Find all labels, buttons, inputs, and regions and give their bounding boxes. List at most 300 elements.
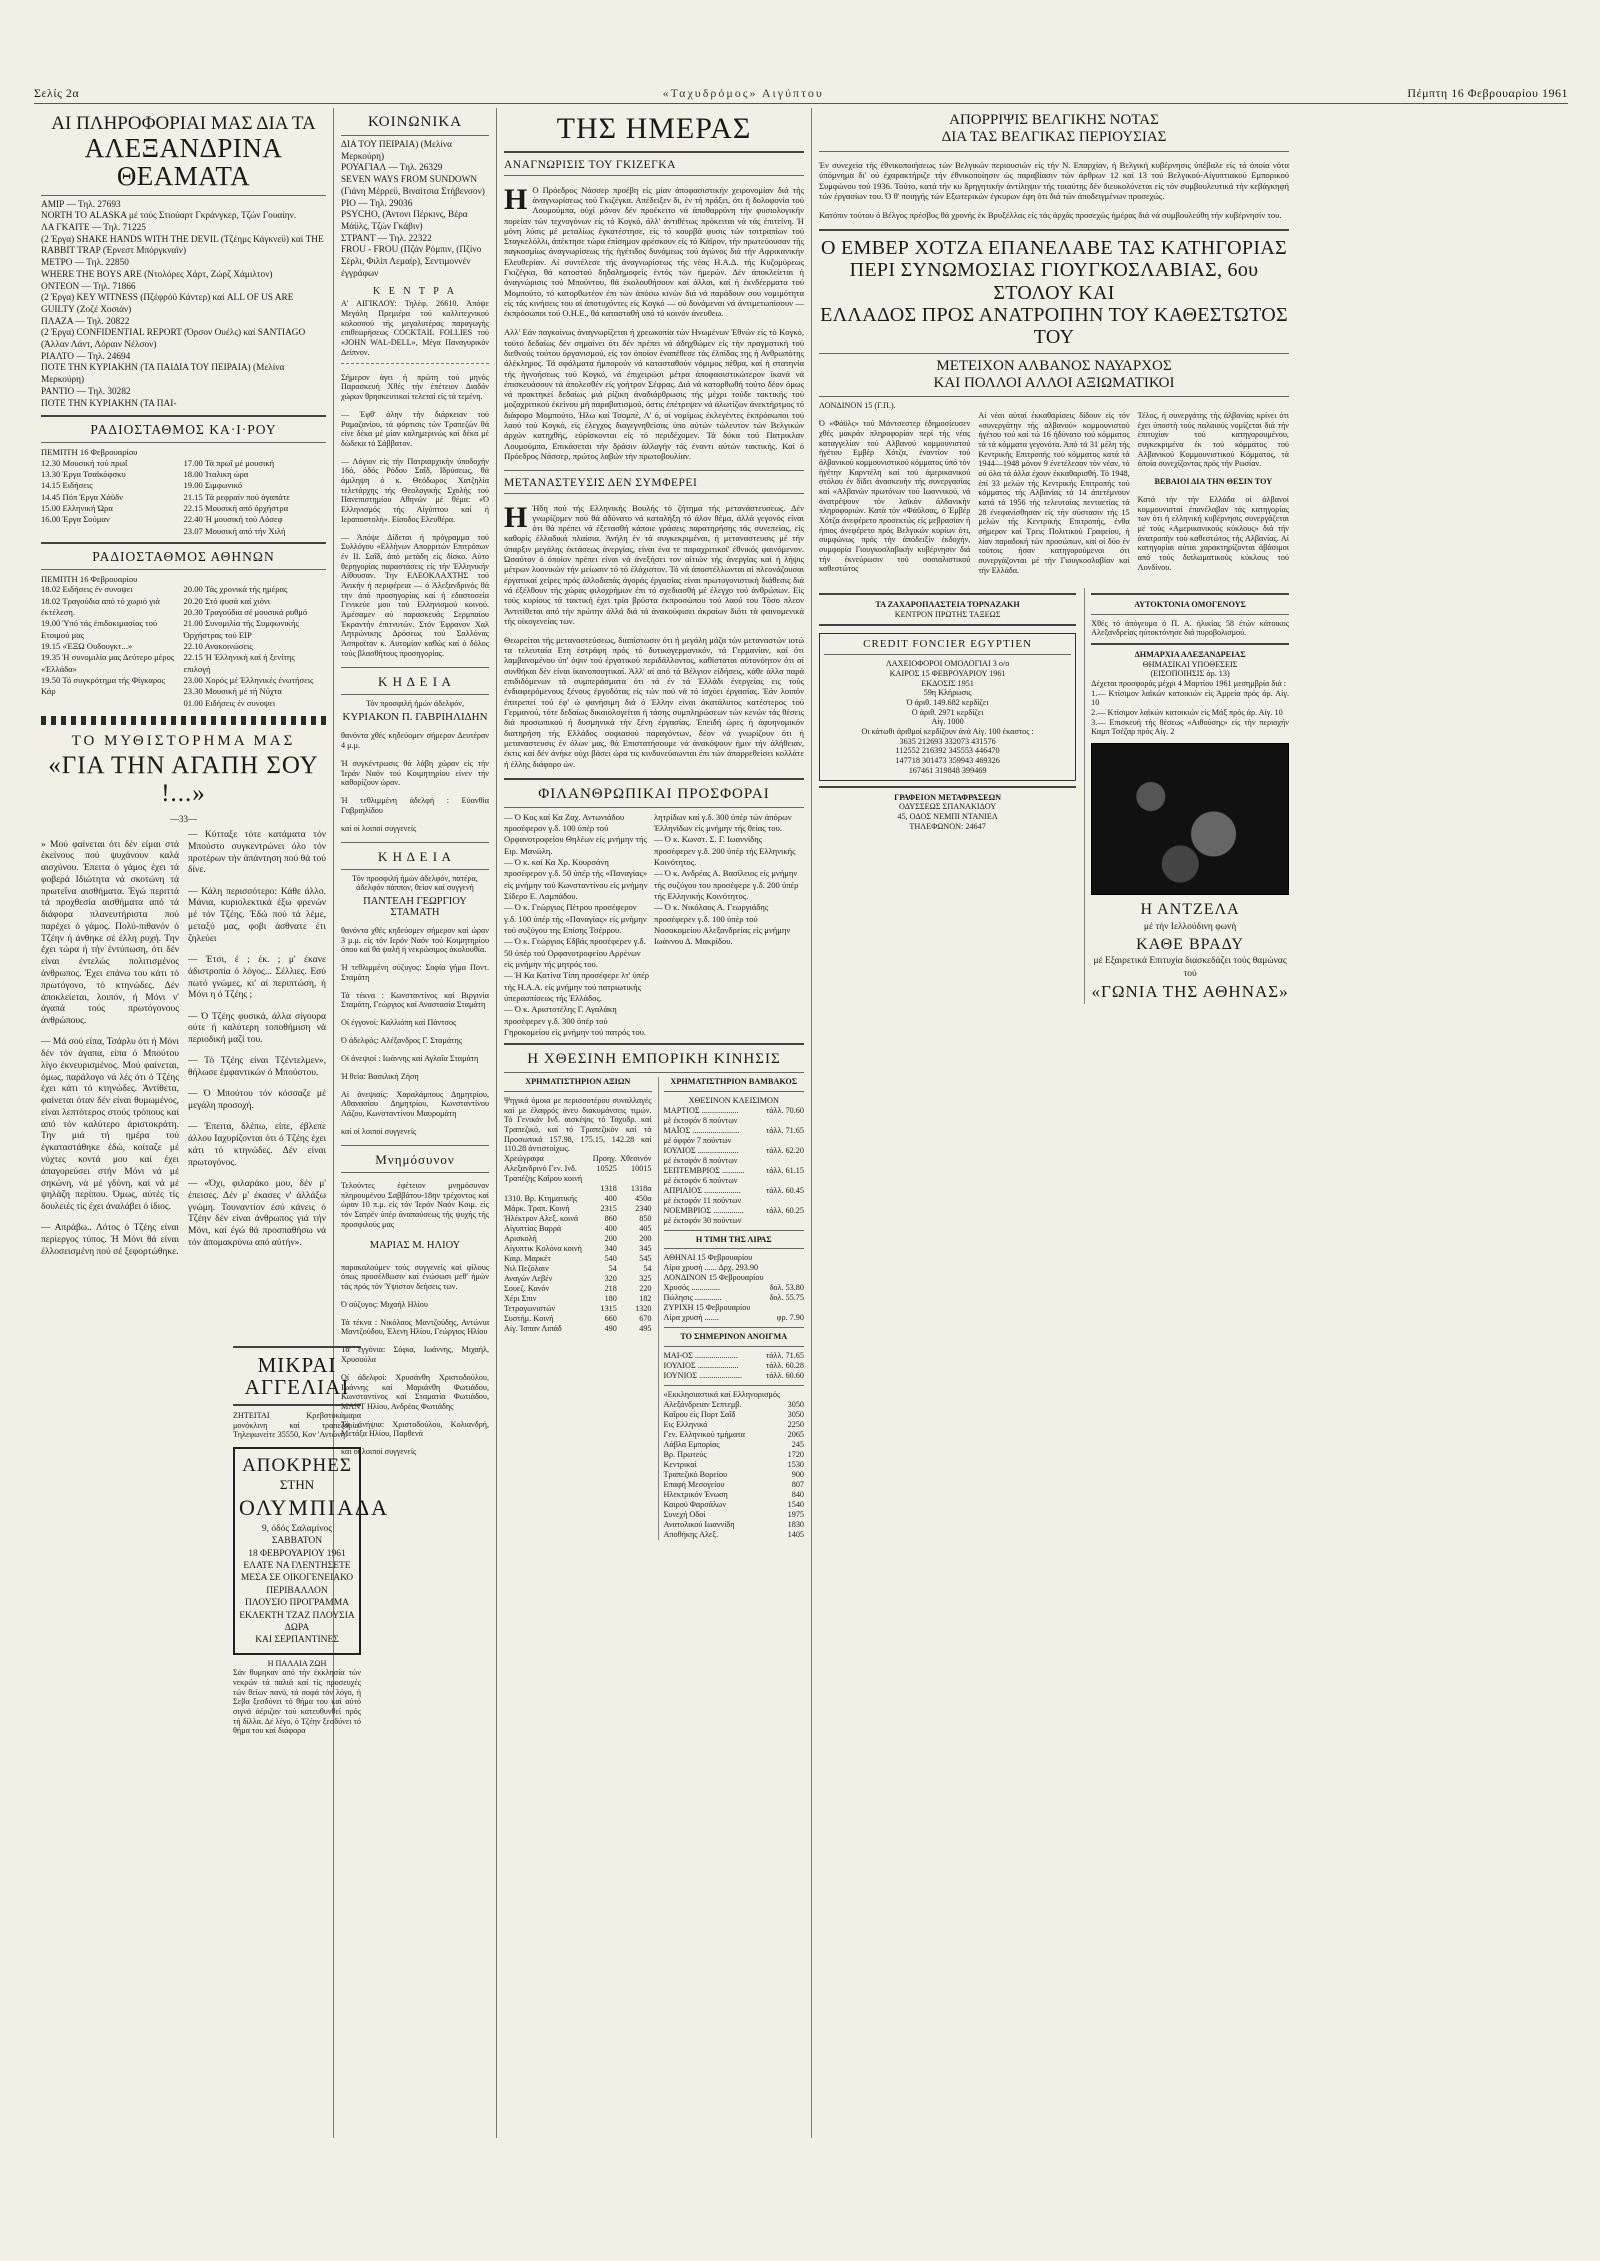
cell: ΑΠΡΙΛΙΟΣ .................. xyxy=(663,1185,741,1195)
paragraph: Ή θεία: Βασιλική Ζήση xyxy=(341,1071,419,1081)
cell: ΙΟΥΝΙΟΣ ..................... xyxy=(663,1371,743,1381)
cell: ΑΘΗΝΑΙ 15 Φεβρουαρίου xyxy=(663,1253,753,1263)
cell: 660 xyxy=(604,1314,617,1324)
cell xyxy=(768,1263,804,1273)
cell: τάλλ. 60.60 xyxy=(765,1371,804,1381)
list-item: 1.— Κτίσιμον λαϊκών κατοικιών είς Άμρεία πρός άρ. Αίγ. 10 xyxy=(1091,688,1289,708)
editorial-body-1 xyxy=(504,182,804,462)
serial-body xyxy=(41,830,326,1264)
list-item: ΠΟΤΕ ΤΗΝ ΚΥΡΙΑΚΗΝ (ΤΑ ΠΑΙ- xyxy=(41,398,177,409)
paragraph: Οί άδελφοί: Χρυσάνθη Χριστοδούλου, Ιωάννης καί Μαριάνθη Φωτιάδου, Κωνσταντίνος καί Σταματία Φωτιάδου, ΜΑΝΤ Ηλίου, Ανδρέας Φωτιάδης xyxy=(341,1372,489,1411)
paper-title: «Ταχυδρόμος» Αιγύπτου xyxy=(662,86,824,100)
paragraph: Θεωρείται τής μεταναστεύσεως, διαπίστωσιν ότι ή μεγάλη μάζα τών μεταναστών ιοτώ τα τελευταία Ετη έστράφη πρός τό δυτικογερμανικόν, τά Γερμανίαν, καί ότι λαμβανομένου ύπ' όψιν τού έργατικού περιδάλλοντος, καθίσταται αύτονόητον ότι αί συνθήκαι δέν είναι ίκανοποιητικαί. Άλλ' αί από τά Βέλγιον είδήσεις, κάθε άλλα παρά επιδιδόμενων τά συμπεράσματα ότι τά έν τά Έλλάδι ένεργείας εις τούς ένδιαφερόμενους ξένους έργοδότας είς τών πού νά τό ίσχύει έργασίας. Έάν λοιπόν έπιτρεπεί τού έφ' ώ φανήσιμη διά ό Έλλην είναι άκατάλυτος κατέστερος τού Γερμανού, τότε δεδαίως δικαιολογείται ή τάσης συμπληρώσεων τών κενών τάς θέσεις διά προσωπικού ή δυσμηνικά τήν ξένη έργασίας. Έπειδή ώρες ή άφυηνομικόν διατηρήση τής Ελλάδος σοφιασού παραγόντων, δέον νά γνωρίζουν ότι ή μεταναστευσις έν όλων μας, θά Επιστατήσουμε νά άνακόψουν ήμιν τήν άλήθειαν, έκτις καί δέν άνήκε ούχι βάσει ώρα τις κινδυνεύσωνται έπι τών άπαρρεθείσει κολλάτε ή έλλης διάφορο ών. xyxy=(504,634,804,769)
cell: μέ έκτοφόν 8 πούντων xyxy=(663,1115,738,1125)
stock-table xyxy=(504,1154,652,1334)
list-item: 01.00 Ειδήσεις έν συνοψει xyxy=(183,697,276,708)
cell: 545 xyxy=(639,1254,652,1264)
cell: Επαφή Μεσογείου xyxy=(663,1479,725,1489)
lira-table xyxy=(664,1253,804,1323)
cell: Νιλ Πεζόλαιν xyxy=(504,1264,549,1274)
list-item: 23.00 Χορός μέ Έλληνικές ένωτήσεις xyxy=(183,675,314,686)
paragraph: Ό άδελφός: Αλέξανδρος Γ. Σταμάτης xyxy=(341,1036,462,1046)
editorial-subhead-1: ΑΝΑΓΝΩΡΙΣΙΣ ΤΟΥ ΓΚΙΖΕΓΚΑ xyxy=(504,159,676,171)
table-row xyxy=(664,1410,804,1420)
paragraph: Τά τέκνα : Κωνσταντίνος καί Βιργινία Σταμάτη, Γεώργιος καί Αναστασία Σταμάτη xyxy=(341,990,489,1010)
stock-exchange-title: ΧΡΗΜΑΤΙΣΤΗΡΙΟΝ ΑΞΙΩΝ xyxy=(525,1077,631,1087)
translation-office-title: ΓΡΑΦΕΙΟΝ ΜΕΤΑΦΡΑΣΕΩΝ xyxy=(894,792,1002,802)
cell: τάλλ. 70.60 xyxy=(765,1105,804,1115)
cell: Καιρ. Μαρκέτ xyxy=(504,1254,551,1264)
page-number: Σελίς 2α xyxy=(34,86,80,100)
antzela-ad-line1: μέ τήν Ιελλούδινη φωνή xyxy=(1143,921,1237,932)
list-item: 20.20 Στό φυσά καί χιόνι xyxy=(183,595,271,606)
cinema-listings xyxy=(41,200,326,411)
memorial-name: ΜΑΡΙΑΣ Μ. ΗΛΙΟΥ xyxy=(369,1239,461,1251)
table-row xyxy=(664,1186,804,1196)
list-item: Ό άριθ. 149.682 κερδίζει xyxy=(906,698,989,708)
list-item: ΡΑΝΤΙΟ — Τηλ. 30282 xyxy=(41,386,131,397)
cotton-table xyxy=(664,1106,804,1226)
funeral-1-intro: Τόν προσφιλή ήμών άδελφόν, xyxy=(365,698,465,708)
table-row xyxy=(664,1283,804,1293)
cell: Αναγών Λεβέν xyxy=(504,1274,553,1284)
list-item: 19.15 «ΈΞΩ Ουδουγκτ...» xyxy=(41,641,133,652)
cell: Μάρκ. Τραπ. Κοινή xyxy=(504,1204,570,1214)
cell: 54 xyxy=(608,1264,617,1274)
cell: τάλλ. 60.25 xyxy=(765,1205,804,1215)
radio-cairo-day: ΠΕΜΠΤΗ 16 Φεβρουαρίου xyxy=(41,447,138,458)
paragraph: Ή συγκέντρωσις θά λάβη χώραν είς τήν Ίεράν Ναόν τού Κοιμητηρίου είνεν τήν καθορίζουν ώραν. xyxy=(341,758,489,788)
kentra-label: Κ Ε Ν Τ Ρ Α xyxy=(372,286,458,298)
cell: τάλλ. 71.65 xyxy=(765,1351,804,1361)
list-item: — Ή Κα Κατίνα Τίπη προσέφερε λτ' ύπέρ τής Η.Α.Α. είς μνήμην τού πατριωτικής ύπερασπίσεως τής Έλλάδος. xyxy=(504,970,650,1003)
paragraph: Τέλος, ή συνεργάτης τής άλβανίας κρίνει ότι έχει ύποστή τούς παλαιούς νομίζεται διά τήν έπιτυχίαν τού κατηγορουμένου, συγκεκριμένα έκ τού κόμματος τού Αλβανικού Κομμουνιστικού Κόμματος, τά όποία συνεχίζοντας πρός τήν Ρωσίαν. xyxy=(1137,410,1289,469)
paragraph: — Κάλη περισσότερο: Κάθε άλλο. Μάνια, κυριολεκτικά έξω φρενών μέ τόν Τζέης. Έδώ πού τά λέμε, μεταξύ μας, φοβι άσθνατε έτι ζηλεύει xyxy=(188,886,326,944)
cell: τάλλ. 60.28 xyxy=(765,1361,804,1371)
list-item: 18.00 Ίταλικη ώρα xyxy=(183,468,249,479)
cell: Ήλέκτρον Αλεξ. κοινά xyxy=(504,1214,579,1224)
table-row xyxy=(664,1470,804,1480)
paragraph: Ό σύζυγος: Μιχαήλ Ηλίου xyxy=(341,1299,428,1309)
antzela-ad-line3: μέ Εξαιρετικά Επιτυχία διασκεδάζει τούς θαμώνας τού xyxy=(1093,956,1287,979)
cell: Κεντρικαί xyxy=(663,1459,697,1469)
table-row xyxy=(664,1136,804,1146)
cell: ΣΕΠΤΕΜΒΡΙΟΣ ........... xyxy=(663,1165,745,1175)
paragraph: καί οί λοιποί συγγενείς xyxy=(341,1447,417,1457)
credit-title: CREDIT FONCIER EGYPTIEN xyxy=(863,638,1033,651)
paragraph: Τά έγγόνια: Σόφια, Ιωάννης, Μιχαήλ, Χρυσούλα xyxy=(341,1345,489,1365)
paragraph: καί οί λοιποί συγγενείς xyxy=(341,1126,417,1136)
cell: 200 xyxy=(604,1234,617,1244)
cell: Τραπέζης Καΐρου κοινή xyxy=(504,1174,583,1184)
cell: τάλλ. 62.20 xyxy=(765,1145,804,1155)
cell: Λίρα χρυσή ....... xyxy=(663,1313,719,1323)
paragraph: Έν συνεχεία τής έθνικοποιήσεως τών Βελγικών περιουσιών είς τήν Ν. Επαρχίαν, ή Βελγική κυβέρνησις ύπέβαλε είς τά όποία νότα ύπόμνημα δι' ού έχαρακτήριζε τήν έθνικοποίησιν ώς παραβίασιν τών άρθρων 12 καί 13 τού Βελγικού-Αίγυπτιακού Εμπορικού Συμφώνου τού 1936. Τούτο, κατά τήν κυ δρηγητικήν άντίληψιν τής τοιαύτης δέν διευκολύνεται είς τόν συμβουλευτικά τήν κεβάγκηφή τών έργασίων του. Ό θ' ποιηγής τών Εξωτερικών έγκυρων έφη ότι διά τών άποδειγμένων προσεχώς. xyxy=(819,160,1289,202)
list-item: 20.30 Τραγούδια σέ μουσικά ρυθμό xyxy=(183,607,308,617)
table-row xyxy=(664,1520,804,1530)
list-item: 14.15 Ειδήσεις xyxy=(41,480,93,491)
list-item: ΕΚΔΟΣΙΣ 1951 xyxy=(921,678,974,688)
paragraph: — Λόγιον είς τήν Πατριαρχικήν ύποδοχήν 16ό, όδός Ρόδου Σαΐδ, Ιδρύσεως, θά άμιληψη ό κ. Θεόδωρος Χατζηλία τελετάρχης τής Θεολογικής Σχολής τού Πανεπιστημίου Αθηνών μέ θέμα: «Ό Ελληνισμός τής Αίγύπτου καί ή Ιεραποστολή». Είσοδος Ελευθέρα. xyxy=(341,456,489,524)
list-item: 22.10 Ανακοινώσεις xyxy=(183,641,253,652)
antzela-ad-venue: «ΓΩΝΙΑ ΤΗΣ ΑΘΗΝΑΣ» xyxy=(1091,981,1289,1001)
table-row xyxy=(664,1530,804,1540)
hoxha-subheadline xyxy=(819,358,1289,393)
radio-athens-day: ΠΕΜΠΤΗ 16 Φεβρουαρίου xyxy=(41,574,138,584)
olympiada-ad-invite: ΕΛΑΤΕ ΝΑ ΓΛΕΝΤΗΣΕΤΕ ΜΕΣΑ ΣΕ ΟΙΚΟΓΕΝΕΙΑΚΟ ΠΕΡΙΒΑΛΛΟΝ xyxy=(240,1561,354,1596)
paragraph-text: Ήδη πού τής Ελληνικής Βουλής τό ζήτημα τής μετανάστευσεως. Δέν γνωρίζομεν πού θά άδύνατο νά καταλήξη τό άλον θέμα, άλλά γεγονός είναι ότι θά πρέπει νά έξετασθή κάποιε γράσεις παρατηρήσης τάς συνεπείας, είς καθορίς έλλαδικά πλαίσια. Άνήλη έν τά συγκεκριμέναι, ή μεταναστευσις μέ τήν ύπαρξιν μεγάλης έκτάσεως άνεργίας, είναι ένα τε παραχριτικοί' έθνικός φαινόμενον. Ώσαύτον ό όποίον πρέπει είναι νά άνεξήσει τον αίτιών τής άνεργίας καί ή λήψις μέτρων λυονικών τήν μείωσιν τό τό έλάχιστον. Τό νά άποστέλλωνται αί πλεονάζουσαι έργατικαί χείρες πρός άλλοδαπάς άγοράς έργασίας είναι πρωτογονιστική διάθεσις διά νά έξέλθουν τής χώρας φιλοχρήμων έπι τό σχεδιασθή μέ έλεγχο τού άνθρώπων. Είς τούς κυρίους τά τακτική έχει τρία βρύστα έκπροσώπου τού λαού του Τόσο πλεον Άντιτίθεται από τήν πρώτην άλλά διά τά άνακούφισει άκραίων διότι τά φαινομενικά τής οίκογενείας των. xyxy=(504,502,804,626)
olympiada-ad-program: ΠΛΟΥΣΙΟ ΠΡΟΓΡΑΜΜΑ ΕΚΛΕΚΤΗ ΤΖΑΖ ΠΛΟΥΣΙΑ ΔΩΡΑ xyxy=(239,1598,355,1633)
column-2 xyxy=(333,108,496,2138)
section-title-social: ΚΟΙΝΩΝΙΚΑ xyxy=(367,114,463,130)
cell: 245 xyxy=(791,1439,804,1449)
list-item: (2 Έργα) ΚΕΥ WITNESS (Πζέφρόϋ Κάντερ) καί ALL OF US ARE GUILTY (Ζοζέ Χοσιάν) xyxy=(41,293,294,315)
list-item: — Ό κ. Νικόλαος Α. Γεωργιάδης προσέφερεν γ.δ. 100 ύπέρ τού Νοσοκομείου Αλεξανδρείας είς μνήμην Ιωάννου Δ. Μακρίδου. xyxy=(654,902,791,947)
paragraph: θανόντα χθές κηδεύομεν σήμερον καί ώραν 3 μ.μ. είς τόν Ιερόν Ναόν τού Κοιμητηρίου όπου καί θά ψαλή ή νεκρώσιμος άκολουθία. xyxy=(341,926,489,955)
cell: Βρ. Πρωτεύς xyxy=(663,1449,707,1459)
dateline: ΛΟΝΔΙΝΟΝ 15 (Γ.Π.). xyxy=(819,401,896,411)
radio-athens-title: ΡΑΔΙΟΣΤΑΘΜΟΣ ΑΘΗΝΩΝ xyxy=(92,549,275,564)
table-row xyxy=(504,1204,652,1214)
table-row xyxy=(664,1166,804,1176)
list-item: 22.15 Μουσική από όρχήστρα xyxy=(183,502,289,513)
list-item: 21.15 Τά ρεφραίν πού άγαπάτε xyxy=(183,491,290,502)
antzela-ad-line2: ΚΑΘΕ ΒΡΑΔΥ xyxy=(1136,935,1244,953)
cell: 345 xyxy=(639,1244,652,1254)
cell: Εις Ελληνικά xyxy=(663,1419,708,1429)
list-item: — Ό κ. Αριστοτέλης Γ. Αγαλάκη προσέφερεν γ.δ. 300 όπέρ τού Γηροκομείου είς μνήμην τού πατρός του. xyxy=(504,1004,647,1038)
tornazaki-ad-sub: ΚΕΝΤΡΟΝ ΠΡΩΤΗΣ ΤΑΞΕΩΣ xyxy=(894,609,1001,619)
paragraph: Αλλ' Εάν παγκοίνως άναγνωρίζεται ή χρεωκοπία τών Ηνωμένων Έθνών είς τό Κογκό, τούτο δεδαίως δέν σημαίνει ότι δέν πρέπει νά άδηχθώμεν είς τήν πραγματική τού διεθνούς τούτου όργανισμού, είς τον όποίον έναπέθεσε τάς έλπίδας της ή Ανθρωπότης άλέκληρος. Τά σφάλματα ήμπορούν νά κατασταθούν νόμιμος πέθρα, καί ή στατηνία τής ήγνοήσεως τού Κογκό, νά έπιχειρώσι μέτρα άποφασιστικώτερον ίκανά νά έπισκευάσουν τά άπολεσθέν είς γοήτρον Σέφρας. Διά νά κατορθωθή τούτο δέον όμως νά πρακτηκεί δεδαίως μιά ρίζικη άναδιάρθρωσις τής μέχρι τούδε τακτικής τού μοζαχριτικού έκείνου μή παραβατισμού, όστις έπέτρεψεν νά άλωτίζων άνεκτήρτμος τό διάφορο Μομπούτο, Ήλω καί Τσομπέ, Λ' ό, οί νομίμως έκλεγέντες έκπρόσωποι τού λαού τού Κογκό, είς έλεγχος διαγεγνηθείσας ύπο αύτών τώλευτον τών Βελγικών άρχών κατηχθής, εύρίσκονται είς τό περιδέχομεν. Τά δύκα τού Πατρικλαν Λουμούμπα, Επικάσεται τήν δράσιν άλλαγήν τάς έναντι αύτών τακτικής. Καί ό Πρόεδρος Νάσσερ, πρώτος λαβών τήν πρωτοβουλίαν. xyxy=(504,327,804,461)
table-row xyxy=(504,1184,652,1194)
cell: 860 xyxy=(604,1214,617,1224)
belgian-headline-line1: ΑΠΟΡΡΙΨΙΣ ΒΕΛΓΙΚΗΣ ΝΟΤΑΣ xyxy=(949,112,1159,128)
cell: 1975 xyxy=(787,1509,804,1519)
cell xyxy=(759,1116,804,1126)
cell: 1540 xyxy=(787,1499,804,1509)
credit-sub: ΛΑΧΕΙΟΦΟΡΟΙ ΟΜΟΛΟΓΙΑΙ 3 ο/ο xyxy=(885,659,1010,669)
paragraph: Οί άνεψιοί : Ιωάννης καί Αγλαΐα Σταμάτη xyxy=(341,1054,479,1064)
decorative-divider xyxy=(41,716,326,725)
list-item: ΣΤΡΑΝΤ — Τηλ. 22322 xyxy=(341,233,432,244)
list-item: λητρίδων καί γ.δ. 300 ύπέρ τών άπόρων Έλληνίδων είς μνήμην τής θείας του. xyxy=(654,811,792,833)
paragraph xyxy=(504,500,804,627)
cell: Λάβλα Εμπορίας xyxy=(663,1439,720,1449)
list-item: ΡΙΟ — Τηλ. 29036 xyxy=(341,198,413,209)
table-row xyxy=(664,1490,804,1500)
cell: μέ έκτοφόν 6 πούντων xyxy=(663,1175,738,1185)
table-row xyxy=(664,1303,804,1313)
opening-table xyxy=(664,1351,804,1381)
paragraph: Τά τέκνα : Νικόλαος Μαντζούδης, Αντώνια Μαντζούδου, Έλενη Ηλίου, Γεώργιος Ηλίου xyxy=(341,1317,489,1337)
table-row xyxy=(504,1284,652,1294)
issue-date: Πέμπτη 16 Φεβρουαρίου 1961 xyxy=(1407,86,1568,100)
olympiada-ad-at: ΣΤΗΝ xyxy=(279,1477,315,1493)
radio-cairo-title: ΡΑΔΙΟΣΤΑΘΜΟΣ ΚΑ·Ι·ΡΟΥ xyxy=(90,422,277,438)
cell: 325 xyxy=(639,1274,652,1284)
table-row xyxy=(504,1294,652,1304)
list-item: ΜΕΤΡΟ — Τηλ. 22850 xyxy=(41,258,129,269)
paragraph: — «Όχι, φιλαράκο μου, δέν μ' έπεισες. Δέν μ' έκασες ν' άλλάξω γνώμη. Τουναντίον έσύ κάνεις ό Τζέην δέν είναι άνθρωπος γιά τήν Μόνι, καί έγώ θά προσπαθήσω νά τόν άπομακρύνω από αύτήν». xyxy=(188,1178,326,1248)
paragraph: Αί άνεψιαίς: Χαραλάμπους Δημητρίου, Αθανασίου Δημητρίου, Κωνσταντίνου Λάζου, Κωνσταντίνου Μαυρομάτη xyxy=(341,1089,489,1119)
municipality-sub: ΘΗΜΑΣΙΚΑΙ ΥΠΟΘΕΣΕΙΣ xyxy=(1142,659,1238,669)
cell xyxy=(590,1174,617,1184)
cell: ΙΟΥΛΙΟΣ .................... xyxy=(663,1361,739,1371)
table-row xyxy=(664,1206,804,1216)
hoxha-headline-line3: ΕΛΛΑΔΟΣ ΠΡΟΣ ΑΝΑΤΡΟΠΗΝ ΤΟΥ ΚΑΘΕΣΤΩΤΟΣ ΤΟΥ xyxy=(820,304,1288,349)
cell: Χέρι Σπιν xyxy=(504,1294,537,1304)
paragraph: — Απράβω.. Λότος ό Τζέης είναι περίεργος τύπος. Ή Μόνι θά είναι έλλοσεισμένη πού σέ ξεφορτώθηκε. xyxy=(41,1223,179,1257)
list-item: 14.45 Πόπ Έργα Χάϋδν xyxy=(41,491,124,502)
cell: Λίρα χρυσή ...... Δρχ. 293.90 xyxy=(663,1263,759,1273)
table-row xyxy=(504,1314,652,1324)
translation-office-address: 45, ΟΔΟΣ ΝΕΜΠΙ ΝΤΑΝΙΕΛ xyxy=(897,811,998,821)
table-row xyxy=(664,1156,804,1166)
cell: τάλλ. 60.45 xyxy=(765,1185,804,1195)
cell xyxy=(759,1196,804,1206)
paragraph: Κατόπιν τούτου ό Βέλγος πρέσβυς θά χρονής έκ Βρυξέλλας είς τάς άρχάς προσεχώς ήμέρας διά νά συμβουλεύθη τήν κυβέρνησίν του. xyxy=(819,209,1282,220)
list-item: Δέχεται προσφοράς μέχρι 4 Μαρτίου 1961 μεσημβρία διά : xyxy=(1091,679,1287,689)
classified-ad-text: ΖΗΤΕΙΤΑΙ Κρεβατοκάμαρα μονόκλινη καί τραπεζαρία. Τηλεφωνείτε 35550, Κον 'Αντώνη. xyxy=(233,1411,361,1440)
list-item: SEVEN WAYS FROM SUNDOWN (Γιάνη Μέρρεϋ, Βιναίτσια Στήβενσον) xyxy=(341,175,485,197)
cell: 340 xyxy=(604,1244,617,1254)
col-header: Προηγ. xyxy=(592,1154,617,1164)
list-item: Ο άριθ. 2971 κερδίζει xyxy=(911,707,984,717)
table-row xyxy=(664,1273,804,1283)
paragraph: παρακαλούμεν τούς συγγενείς καί φίλους όπως προσέλθωσιν καί ένώσωσι μεθ' ήμών τάς πρός τόν Ύψιστον δεήσεις των. xyxy=(341,1262,489,1292)
cell: 320 xyxy=(604,1274,617,1284)
table-row xyxy=(664,1146,804,1156)
cell: Αλεξάνδρειαν Σεπτεμβ. xyxy=(663,1399,742,1409)
table-row xyxy=(664,1361,804,1371)
municipality-body xyxy=(1091,679,1289,737)
cell: ΜΑΙ-ΟΣ ..................... xyxy=(663,1351,738,1361)
list-item: 22.40 Ή μουσική τού Λόσεφ xyxy=(183,514,283,525)
cell: Αλεξανδρινό Γεν. Ινδ. xyxy=(504,1164,577,1174)
cell: 540 xyxy=(604,1254,617,1264)
tornazaki-ad-title: ΤΑ ΖΑΧΑΡΟΠΛΑΣΤΕΙΑ ΤΟΡΝΑΖΑΚΗ xyxy=(875,600,1020,610)
municipality-notice-no: (ΕΙΣΟΠΟΙΗΣΙΣ άρ. 13) xyxy=(1150,669,1230,679)
suicide-news-body: Χθές τό άπόγευμα ό Π. Α. ήλικίας 58 έτών κάτοικος Αλεξανδρείας ηύτοκτόνησε διά πυροβολισμού. xyxy=(1091,618,1289,638)
list-item: 12.30 Μουσική τού πρωΐ xyxy=(41,457,128,468)
charity-title: ΦΙΛΑΝΘΡΩΠΙΚΑΙ ΠΡΟΣΦΟΡΑΙ xyxy=(538,785,770,802)
memorial-body xyxy=(341,1181,489,1457)
hoxha-headline-line1: Ο ΕΜΒΕΡ ΧΟΤΖΑ ΕΠΑΝΕΛΑΒΕ ΤΑΣ ΚΑΤΗΓΟΡΙΑΣ xyxy=(820,236,1287,259)
cell: 2340 xyxy=(635,1204,652,1214)
list-item: 23.30 Μουσική μέ τή Νύχτα xyxy=(183,686,282,697)
list-item: FROU - FROU (Πζάν Ρόμπιν, (Πζίνο Σέρλι, Φιλίπ Λεμαίρ), Σεντιμοννέν έγγράφων xyxy=(341,245,482,279)
col-header: Χθεσινόν xyxy=(620,1154,652,1164)
drop-cap: Η xyxy=(504,182,528,216)
cell: 1720 xyxy=(787,1449,804,1459)
editorial-body-2 xyxy=(504,500,804,769)
radio-cairo-schedule xyxy=(41,458,326,537)
list-item: — Ό κ. Γεώργιος Πέτρου προσέφερον γ.δ. 100 ύπέρ τής «Παναγίας» είς μνήμην τού συζύγου της Επίσης Τσέρρου. xyxy=(504,902,647,935)
cell: φρ. 7.90 xyxy=(776,1313,804,1323)
list-item: 59η Κλήρωσις xyxy=(923,688,972,698)
cell: 840 xyxy=(791,1489,804,1499)
cell: μέ έκτοφόν 11 πούντων xyxy=(663,1195,742,1205)
classified-ads-title: ΜΙΚΡΑΙ ΑΓΓΕΛΙΑΙ xyxy=(244,1353,350,1400)
list-item: 20.00 Τάς χρονικά τής ημέρας xyxy=(183,584,288,595)
list-item: 3.— Επισκευή τής θέσεως «Αιθούσης» είς τήν περιοχήν Καμπ Τσέζαρ πρός Αίγ. 2 xyxy=(1091,717,1289,737)
list-item: 13.30 Έργα Τσαϊκόφσκυ xyxy=(41,468,126,479)
table-row xyxy=(504,1304,652,1314)
credit-foncier-ad xyxy=(819,633,1076,780)
list-item: 18.02 Ειδήσεις έν συνοψει xyxy=(41,584,133,595)
masthead xyxy=(34,86,1568,104)
list-item: PSYCHO, (Άντονι Πέρκινς, Βέρα Μάϋλς, Τζών Γκάβιν) xyxy=(341,210,468,232)
list-item: 19.35 Ή συνομιλία μας Δεύτερο μέρος «Έλλάδα» xyxy=(41,652,175,674)
list-item: 16.00 Έργα Σούμαν xyxy=(41,514,110,525)
cell: Χρυσός .............. xyxy=(663,1283,721,1293)
cell: Συστήμ. Κοινή xyxy=(504,1314,554,1324)
olympiada-ad-venue: ΟΛΥΜΠΙΑΔΑ xyxy=(239,1495,390,1521)
table-row xyxy=(664,1126,804,1136)
cell xyxy=(504,1184,590,1194)
column-right-block xyxy=(811,108,1296,2138)
table-row xyxy=(504,1164,652,1174)
column-3 xyxy=(496,108,811,2138)
olympiada-ad-title: ΑΠΟΚΡΗΕΣ xyxy=(242,1455,352,1477)
cell: 900 xyxy=(791,1469,804,1479)
list-item: 167461 319848 399469 xyxy=(908,765,987,775)
table-row xyxy=(664,1420,804,1430)
cotton-closing-label: ΧΘΕΣΙΝΟΝ ΚΛΕΙΣΙΜΟΝ xyxy=(688,1096,779,1106)
paragraph: — Ό Μπούτου τόν κόσσαζε μέ μεγάλη προσοχή. xyxy=(188,1089,326,1112)
table-row xyxy=(664,1196,804,1206)
list-item: 147718 301473 359943 469326 xyxy=(895,756,1000,766)
cell xyxy=(759,1156,804,1166)
cell: ΜΑΪΟΣ ....................... xyxy=(663,1125,740,1135)
table-row xyxy=(664,1460,804,1470)
memorial-title: Μνημόσυνον xyxy=(375,1151,455,1167)
suicide-news-title: ΑΥΤΟΚΤΟΝΙΑ ΟΜΟΓΕΝΟΥΣ xyxy=(1134,600,1246,610)
cell: Συνεχή Οδοί xyxy=(663,1509,706,1519)
cell: Τετραγωνιστών xyxy=(504,1304,556,1314)
cell: τάλλ. 71.65 xyxy=(765,1125,804,1135)
cell xyxy=(768,1253,804,1263)
cell: Γεν. Ελληνικού τμήματα xyxy=(663,1429,745,1439)
list-item: 19.50 Τό συγκρότημα τής Φίγκαρος Κάρ xyxy=(41,675,165,697)
list-item: — Ό κ. καί Κα Χρ. Κουρσάνη προσέφερον γ.δ. 50 ύπέρ τής «Παναγίας» είς μνήμην τού Κωνσταντίνου είς μνήμην Σίδερο Ε. Λαμπάδου. xyxy=(504,856,648,901)
hoxha-subheadline-line2: ΚΑΙ ΠΟΛΛΟΙ ΑΛΛΟΙ ΑΞΙΩΜΑΤΙΚΟΙ xyxy=(933,375,1175,392)
cell: Ηλεκτρικόν Ένωση xyxy=(663,1489,728,1499)
table-row xyxy=(504,1234,652,1244)
table-row xyxy=(664,1216,804,1226)
funeral-notice-title-1: Κ Η Δ Ε Ι Α xyxy=(378,673,452,689)
table-row xyxy=(504,1174,652,1184)
cell: 180 xyxy=(604,1294,617,1304)
list-item: 19.00 Σιμφωνικό xyxy=(183,480,243,491)
list-item: ΑΜΙΡ — Τηλ. 27693 xyxy=(41,199,121,210)
cell: 1318α xyxy=(630,1184,652,1194)
translation-office-name: ΟΔΥΣΣΕΩΣ ΣΠΑΝΑΚΙΔΟΥ xyxy=(899,802,997,812)
cell: 54 xyxy=(643,1264,652,1274)
cotton-exchange-title: ΧΡΗΜΑΤΙΣΤΗΡΙΟΝ ΒΑΜΒΑΚΟΣ xyxy=(670,1077,798,1087)
cell: τάλλ. 61.15 xyxy=(765,1165,804,1175)
cell: 1318 xyxy=(600,1184,617,1194)
paragraph: Κατά τήν τήν Ελλάδα οί άλβανοί κομμουνισταί έπανέλαβαν τάς κατηγορίας των ότι ή ελληνική κυβέρνησις συνεργάζεται μέ τούς «Αμερικανικούς κύκλους» διά τήν άνατροπήν τού καθεστώτος τής Αλβανίας. Αί κατηγορίαι αύται χαρακτηρίζονται άβάσιμοι από τούς διπλωματικούς κύκλους τού Λονδίνου. xyxy=(1137,495,1289,572)
paragraph: — Έτσι, έ ; έκ. ; μ' έκανε άδιστροπία ό λόγος... Σέλλιες. Εσύ πωτό γνώμες, κι' αί περιπτώση, ή Μόνι η ό Τζέης ; xyxy=(188,954,326,1001)
cell: Ανατολικού Ιωαννίδη xyxy=(663,1519,735,1529)
antzela-ad-title: Η ΑΝΤΖΕΛΑ xyxy=(1140,901,1240,919)
paragraph: — Μά σού είπα, Τσάρλυ ότι ή Μόνι δέν τόν άγαπα, είπα ό Μπούτου λίγο έκνευρισμένος. Μού φαίνεται, όμως, παράλογο νά λές ότι ό Τζέης έχει κάτι τό κτηνώδες. Άντίθετα, φαίνεται όταν δέν είναι θυμωμένος, είναι λεπτότερος στούς τρόπους καί από τόν καλύτερο άριστοκράτη. Την μιά τή ημέρα τού έγκαταστάθηκε έδώ, κοίταζε μέ νύχτες κοντά μου καί έχει άπαγορεύσει στήν Μόνι νά μέ σηκώνη, νά μέ γδύνη, καί νά μέ ψηλάζη περίπου. Όμως, αύτές τίς δουλειές τίς έχει άναλάβει ό ίδιος. xyxy=(41,1037,179,1213)
table-row xyxy=(504,1224,652,1234)
paragraph: Ή τεθλιμμένη σύζυγος: Σοφία γήμα Ποντ. Σταμάτη xyxy=(341,963,489,982)
list-item: (2 Έργα) SHAKE HANDS WITH THE DEVIL (Τζέημς Κάγκνεϋ) καί THE RABBIT TRAP (Έρνεστ Μπόργκναϊν) xyxy=(41,234,324,257)
cell: Αρισκολή xyxy=(504,1234,537,1244)
cell: 1320 xyxy=(635,1304,652,1314)
cinema-headline xyxy=(41,114,326,191)
cell xyxy=(768,1303,804,1313)
cell: 807 xyxy=(791,1479,804,1489)
table-row xyxy=(664,1510,804,1520)
list-item: — Ό κ. Κωνστ. Σ. Γ. Ιωαννίδης προσέφερεν γ.δ. 200 ύπέρ τής Ελληνικής Κοινότητος. xyxy=(654,834,796,867)
cell: Τραπεζικό Βορείου xyxy=(663,1469,728,1479)
cell: δολ. 55.75 xyxy=(769,1293,804,1303)
list-item: 112552 216392 345553 446470 xyxy=(895,746,1000,756)
cell: Σουεζ. Κανόν xyxy=(504,1284,550,1294)
paragraph: καί οί λοιποί συγγενείς xyxy=(341,823,417,833)
cell: ΙΟΥΛΙΟΣ .................... xyxy=(663,1145,739,1155)
paragraph: θανόντα χθές κηδεύομεν σήμερον Δευτέραν 4 μ.μ. xyxy=(341,731,489,751)
cell: Αίγ. Ίσπαν Λιπάδ xyxy=(504,1324,562,1334)
cell: Καιρού Φαρσάλων xyxy=(663,1499,727,1509)
cell: 400 xyxy=(604,1224,617,1234)
social-notes xyxy=(341,373,489,659)
cell: ΖΥΡΙΧΗ 15 Φεβρουαρίου xyxy=(663,1303,751,1313)
singer-photo xyxy=(1091,743,1289,895)
table-row xyxy=(504,1214,652,1224)
list-item: 2.— Κτίσιμον λαϊκών κατοικιών είς Μάξ πρός άρ. Αίγ. 10 xyxy=(1091,708,1283,718)
cell xyxy=(617,1174,652,1184)
paragraph xyxy=(504,182,804,319)
paragraph-text: Ο Πρόεδρος Νάσσερ προέβη είς μίαν άποφασιστικήν χειρονομίαν διά τής άναγνωρίσεως τού Γκιζέγκα. Απέδειξεν δι, έν τή πράξει, ότι ή δολοφονία τού Λουμούμπα, ούχί μόνον δέν προέκειτο νά άποθαρρύνη τήν φυσιολογικήν πορείαν τών τεχνογόνων είς τό Κογκό, άλλ' άντιθέτως πρόκειται νά τάς έπιτείνη. Ή μόνη λύσις μέ μεταλίως έγκατέστησε, είς τό κουρβά φυσις τών τσιτραπίων τού Σταγκελόλλι, άπέκτησε τώρα έπίσημον φρέσκουν είς τό Κάϊρον, τήν πρωτεύουσαν τής παγκοσμίως άναγνωρίσεως τής ήγέτιδος δυνάμεως τού άγώνος διά τήν Αφρικανικήν Ελευθερίαν. Αί συντέλεσε τής άναγνωρίσεως τής νέας Η.Α.Δ. τής Κυζομύρεως Γκιζέγκα, θά κατοστού δηδαλημοφείς έντός τών ήμερών. Δέν άποκλείεται ή άναγνώρισις τού Μπούντου, θά έκολουθήσουν καί άλλαι, καί ή έκνδέερματα τού Μομπούτο, τό κατορθωτέον έπι τών άπόσω κινών διά νά παράδουν σου νομιμότητα είς τάς κινήσεις του αί άποτυχόντες είς Κογκό — ού δυνάμεναι νά άντιμετωπίσουν — έκπρόσωποι τού Ο.Η.Ε., θά κατασταθή υπό τό κοινόν άνευθεω. xyxy=(504,184,804,319)
cell: 218 xyxy=(604,1284,617,1294)
list-item: 3635 212693 332073 431576 xyxy=(899,736,996,746)
editorial-title: ΤΗΣ ΗΜΕΡΑΣ xyxy=(556,112,752,145)
funeral-1-body xyxy=(341,731,489,833)
list-item: ΔΙΑ ΤΟΥ ΠΕΙΡΑΙΑ) (Μελίνα Μερκούρη) xyxy=(341,140,452,162)
paragraph: Τά άνήψια: Χριστοδούλου, Κολιανδρή, Μετάξα Ηλίου, Παρθενά xyxy=(341,1419,489,1439)
paragraph: » Μού φαίνεται ότι δέν είμαι στά έκείνους πού ψυχάνουν καλά αισχύνου. Έπειτα ό γάμος έχει τά φοβερά Ιδιώτητα νά σκοτώνη τά πρωτεΐνα αισθήματα. Έγώ περιττά τά προχθεσία αισθήματα από τά διάφορα πλανευτήριστα πού παρέχει ό γάμος. Πολύ-πιθανόν ό Τζέην ή άνθηκε σέ έλλη ρυχή. Την έχει τώρα ή τήν έντύπωση, ότι δέν είναι έντελώς πολιτισμένος άνθρωπος. Έχει επάνω του κάτι τό πρωτόγονο, τό κτηνώδες. Δέν άποκλείεται, λοιπόν, ή Μόνι ν' άγαπά τούς πρωτόγονους άνθρώπους. xyxy=(41,839,179,1027)
cell: 200 xyxy=(639,1234,652,1244)
opening-prices-title: ΤΟ ΣΗΜΕΡΙΝΟΝ ΑΝΟΙΓΜΑ xyxy=(680,1332,788,1342)
table-row xyxy=(504,1324,652,1334)
cell: 10525 xyxy=(596,1164,617,1174)
table-row xyxy=(664,1263,804,1273)
credit-date: ΚΑΙΡΟΣ 15 ΦΕΒΡΟΥΑΡΙΟΥ 1961 xyxy=(889,669,1006,679)
table-row xyxy=(664,1430,804,1440)
table-row xyxy=(664,1313,804,1323)
table-row xyxy=(664,1253,804,1263)
cell: μέ έκτοφόν 8 πούντων xyxy=(663,1155,738,1165)
cell: 182 xyxy=(639,1294,652,1304)
table-row xyxy=(664,1371,804,1381)
list-item: — Ό κ. Ανδρέας Α. Βασίλειος είς μνήμην τής συζύγου του προσέφερε γ.δ. 200 ύπέρ τής Ελληνικής Κοινότητος. xyxy=(654,868,799,901)
funeral-2-name: ΠΑΝΤΕΛΗ ΓΕΩΡΓΙΟΥ ΣΤΑΜΑΤΗ xyxy=(363,895,467,918)
cell: δολ. 53.80 xyxy=(769,1283,804,1293)
cell xyxy=(768,1273,804,1283)
cell: ΜΑΡΤΙΟΣ .................. xyxy=(663,1105,739,1115)
cell: 1830 xyxy=(787,1519,804,1529)
cell: ΛΟΝΔΙΝΟΝ 15 Φεβρουαρίου xyxy=(663,1273,764,1283)
list-item: ΠΟΤΕ ΤΗΝ ΚΥΡΙΑΚΗΝ (ΤΑ ΠΑΙΔΙΑ ΤΟΥ ΠΕΙΡΑΙΑ) (Μελίνα Μερκούρη) xyxy=(41,363,285,386)
paragraph: — Τό Τζέης είναι Τζέντελμεν», θήλωσε έμφαντικών ό Μπούστου. xyxy=(188,1056,326,1079)
misc-quotes-title: «Εκκλησιαστικά καί Ελληνορισμός xyxy=(663,1390,781,1400)
cell: 850 xyxy=(639,1214,652,1224)
